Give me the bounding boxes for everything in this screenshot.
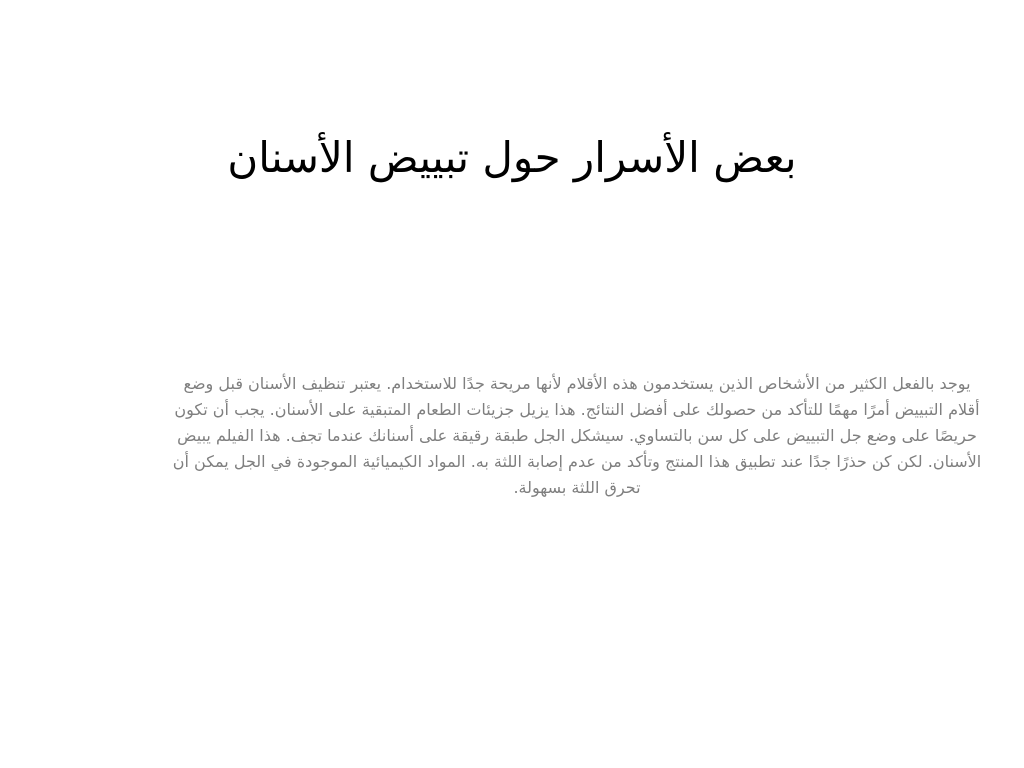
slide-body-text: يوجد بالفعل الكثير من الأشخاص الذين يستخدمون هذه الأقلام لأنها مريحة جدًا للاستخدام. يعتبر تنظيف الأسنان قبل وضع أقلام التبييض أمرًا مهمًا للتأكد من حصولك على أفضل النتائج. هذا يزيل جزيئات الطعام المتبقية على الأسنان. يجب أن تكون حريصًا على وضع جل التبييض على كل سن بالتساوي. سيشكل الجل طبقة رقيقة على أسنانك عندما تجف. هذا الفيلم يبيض الأسنان. لكن كن حذرًا جدًا عند تطبيق هذا المنتج وتأكد من عدم إصابة اللثة به. المواد الكيميائية الموجودة في الجل يمكن أن تحرق اللثة بسهولة. [172,374,982,497]
slide-title: بعض الأسرار حول تبييض الأسنان [227,133,797,182]
